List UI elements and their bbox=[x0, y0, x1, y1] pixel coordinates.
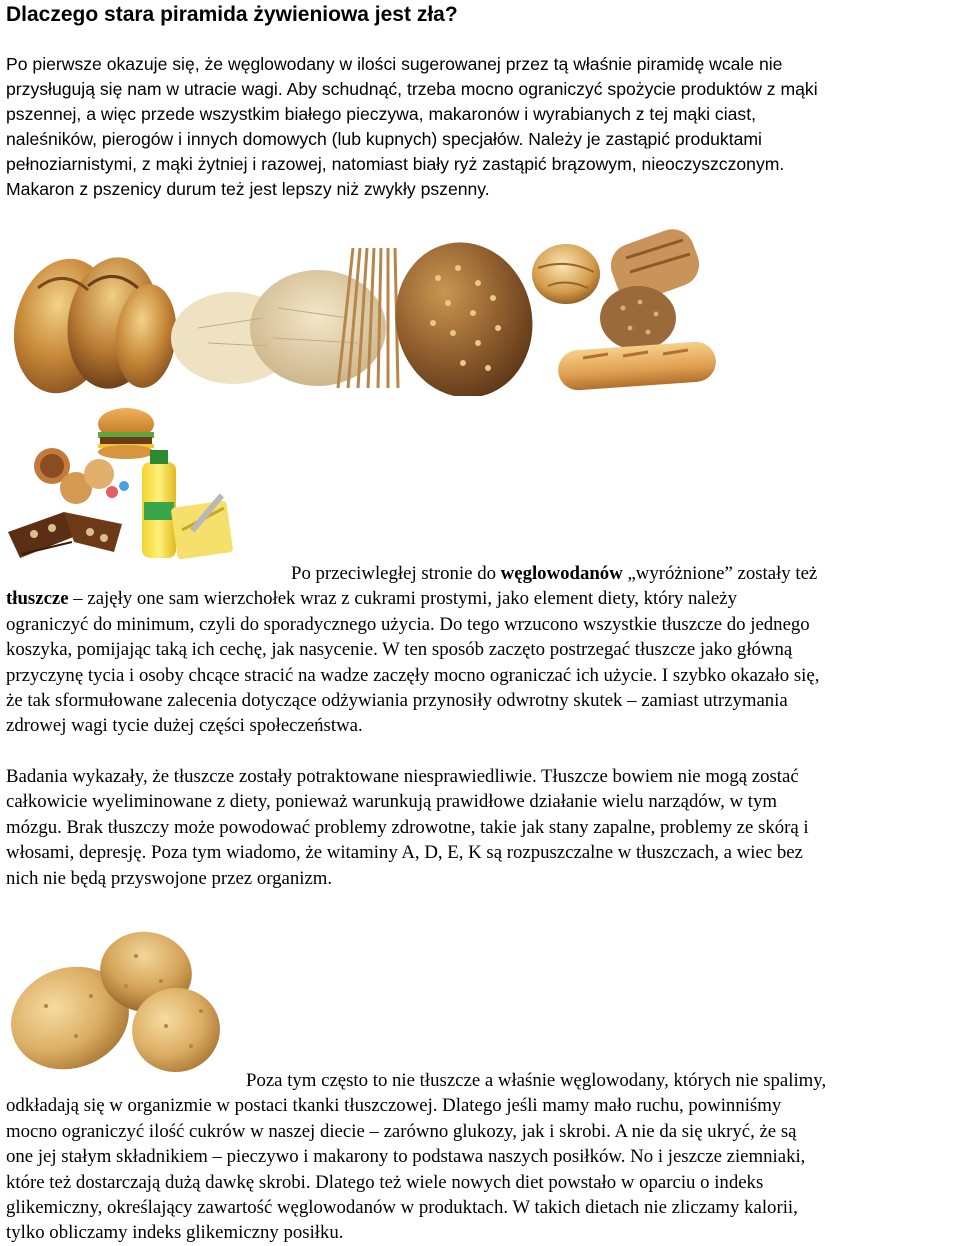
fats-second-line bbox=[6, 586, 958, 611]
potatoes-image bbox=[6, 926, 242, 1076]
fats-first-line bbox=[6, 561, 958, 586]
final-line: odkładają się w organizmie w postaci tkanki tłuszczowej. Dlatego jeśli mamy mało ruchu, powinniśmy bbox=[6, 1095, 782, 1117]
burger-oil-butter-sweets-image bbox=[4, 404, 236, 576]
intro-paragraph bbox=[6, 52, 958, 202]
research-line: mózgu. Brak tłuszczy może powodować problemy zdrowotne, takie jak stany zapalne, problemy ze skórą i bbox=[6, 816, 809, 838]
intro-line: Makaron z pszenicy durum też jest lepszy niż zwykły pszenny. bbox=[6, 179, 490, 199]
final-line: które też dostarczają dużą dawkę skrobi. Dlatego też wiele nowych diet powstało w oparciu o indeks bbox=[6, 1171, 764, 1193]
final-line: one jej stałym składnikiem – pieczywo i makarony to podstawa naszych posiłków. No i jeszcze ziemniaki, bbox=[6, 1146, 806, 1168]
final-line: tylko obliczamy indeks glikemiczny posiłku. bbox=[6, 1222, 344, 1244]
fats-line: przyczynę tycia i osoby chcące stracić na wadze zaczęły mocno ograniczać ich użycie. I szybko okazało się, bbox=[6, 664, 820, 686]
fats-line: że tak sformułowane zalecenia dotyczące odżywiania przynosiły odwrotny skutek – zamiast utrzymania bbox=[6, 690, 788, 712]
carbohydrates-bold: węglowodanów bbox=[500, 563, 623, 584]
bread-grains-pasta-image bbox=[8, 228, 720, 396]
final-line: mocno ograniczyć ilość cukrów w naszej diecie – zarówno glukozy, jak i skrobi. A nie da się ukryć, że są bbox=[6, 1120, 797, 1142]
fats-bold: tłuszcze bbox=[6, 588, 69, 610]
intro-line: przysługują się nam w utracie wagi. Aby schudnąć, trzeba mocno ograniczyć spożycie produktów z mąki bbox=[6, 79, 818, 99]
fats-line: ograniczyć do minimum, czyli do sporadycznego użycia. Do tego wrzucono wszystkie tłuszcze do jednego bbox=[6, 613, 810, 635]
intro-line: Po pierwsze okazuje się, że węglowodany w ilości sugerowanej przez tą właśnie piramidę wcale nie bbox=[6, 54, 783, 74]
research-line: nich nie będą przyswojone przez organizm. bbox=[6, 867, 333, 889]
fats-second-line-post: – zajęły one sam wierzchołek wraz z cukrami prostymi, jako element diety, który należy bbox=[68, 588, 737, 610]
research-paragraph bbox=[6, 764, 958, 891]
fats-first-line-post: „wyróżnione” zostały też bbox=[622, 563, 818, 584]
final-line: Poza tym często to nie tłuszcze a właśnie węglowodany, których nie spalimy, bbox=[246, 1070, 827, 1091]
fats-paragraph bbox=[6, 561, 958, 739]
intro-line: pełnoziarnistymi, z mąki żytniej i razowej, natomiast biały ryż zastąpić brązowym, nieoczyszczonym. bbox=[6, 154, 785, 174]
research-line: Badania wykazały, że tłuszcze zostały potraktowane niesprawiedliwie. Tłuszcze bowiem nie mogą zostać bbox=[6, 766, 799, 787]
final-line: glikemiczny, określający zawartość węglowodanów w produktach. W takich dietach nie zliczamy kalorii, bbox=[6, 1197, 798, 1219]
research-line: włosami, depresję. Poza tym wiadomo, że witaminy A, D, E, K są rozpuszczalne w tłuszczach, a wiec bez bbox=[6, 842, 803, 864]
fats-line: koszyka, pomijając taką ich cechę, jak nasycenie. W ten sposób zaczęto postrzegać tłuszcze jako główną bbox=[6, 639, 793, 661]
fats-line: zdrowej wagi tycie dużej części społeczeństwa. bbox=[6, 715, 363, 737]
intro-line: pszennej, a więc przede wszystkim białego pieczywa, makaronów i wyrabianych z tej mąki ciast, bbox=[6, 104, 756, 124]
intro-line: naleśników, pierogów i innych domowych (lub kupnych) specjałów. Należy je zastąpić produktami bbox=[6, 129, 762, 149]
fats-first-line-pre: Po przeciwległej stronie do bbox=[291, 563, 501, 584]
research-line: całkowicie wyeliminowane z diety, ponieważ warunkują prawidłowe działanie wielu narządów, w tym bbox=[6, 791, 777, 813]
final-paragraph bbox=[6, 1068, 958, 1246]
page-title: Dlaczego stara piramida żywieniowa jest zła? bbox=[6, 3, 458, 26]
